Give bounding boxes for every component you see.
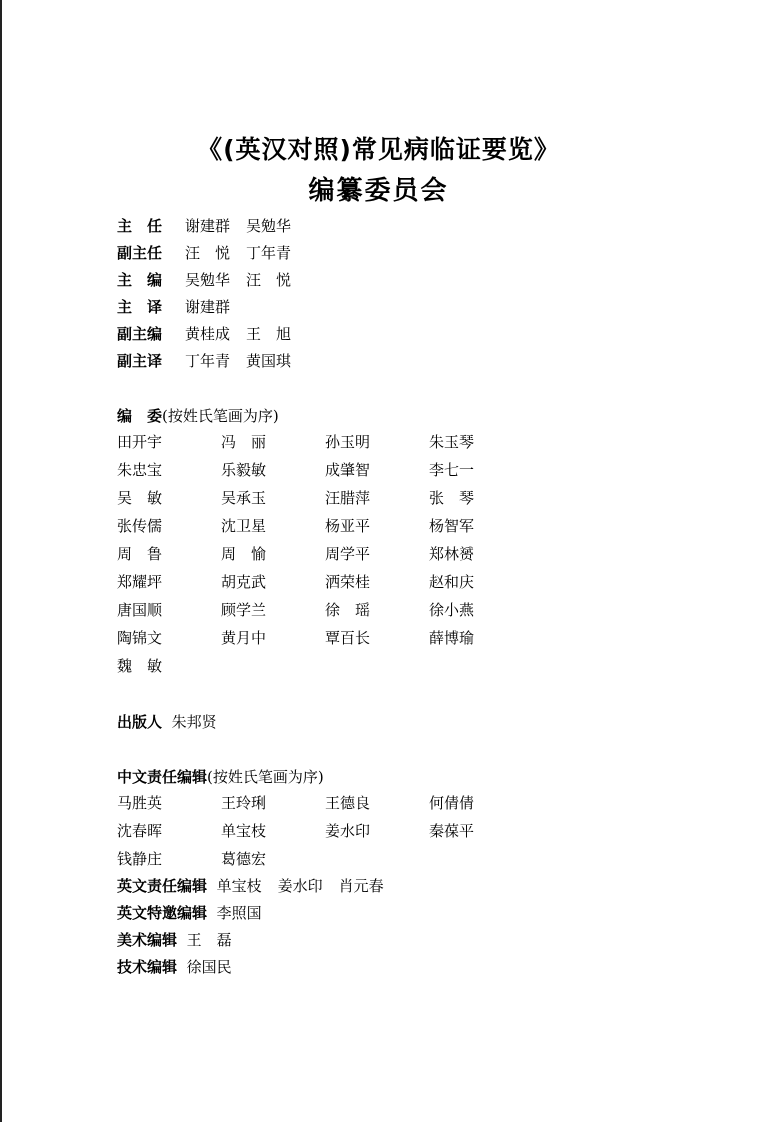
book-title: 《(英汉对照)常见病临证要览》: [197, 135, 560, 164]
credit-name: 姜水印: [277, 877, 323, 895]
role-name: 谢建群: [185, 298, 231, 316]
cn-editor: 马胜英: [117, 794, 163, 812]
committee-member: 吴承玉: [221, 489, 267, 507]
cn-editor: 秦葆平: [429, 822, 475, 840]
role-label: 副主译: [117, 352, 163, 370]
committee-member: 洒荣桂: [325, 573, 371, 591]
role-row: [117, 268, 307, 292]
credit-row: [117, 928, 248, 952]
cn-editor: 何倩倩: [429, 794, 475, 812]
page-edge-line: [0, 0, 2, 1122]
credit-label: 英文特邀编辑: [117, 904, 208, 922]
credit-name: 单宝枝: [216, 877, 262, 895]
committee-member: 周学平: [325, 545, 371, 563]
role-name: 黄国琪: [246, 352, 292, 370]
committee-member: 黄月中: [221, 629, 267, 647]
cn-editor: 王玲琍: [221, 794, 267, 812]
committee-member: 徐小燕: [429, 601, 475, 619]
committee-member: 张传儒: [117, 517, 163, 535]
committee-member: 周 鲁: [117, 545, 163, 563]
committee-member: 陶锦文: [117, 629, 163, 647]
publisher-row: [117, 710, 217, 734]
role-name: 谢建群: [185, 217, 231, 235]
credit-row: [117, 901, 278, 925]
role-name: 吴勉华: [246, 217, 292, 235]
role-row: [117, 322, 307, 346]
committee-member: 冯 丽: [221, 433, 267, 451]
committee-member: 朱忠宝: [117, 461, 163, 479]
committee-member: 徐 瑶: [325, 601, 371, 619]
credit-name: 王 磊: [186, 931, 232, 949]
committee-member: 郑林赟: [429, 545, 475, 563]
role-row: [117, 349, 307, 373]
credit-name: 李照国: [216, 904, 262, 922]
cn-editors-label: 中文责任编辑: [117, 768, 208, 786]
credit-row: [117, 955, 248, 979]
role-name: 丁年青: [185, 352, 231, 370]
cn-editor: 沈春晖: [117, 822, 163, 840]
role-label: 主 编: [117, 271, 163, 289]
cn-editor: 王德良: [325, 794, 371, 812]
committee-member: 覃百长: [325, 629, 371, 647]
committee-member: 胡克武: [221, 573, 267, 591]
role-name: 吴勉华: [185, 271, 231, 289]
cn-editors-header: [117, 765, 324, 789]
cn-editors-note: (按姓氏笔画为序): [207, 768, 324, 786]
committee-member: 田开宇: [117, 433, 163, 451]
role-name: 丁年青: [246, 244, 292, 262]
credit-label: 英文责任编辑: [117, 877, 208, 895]
committee-member: 沈卫星: [221, 517, 267, 535]
committee-member: 周 愉: [221, 545, 267, 563]
credit-name: 徐国民: [186, 958, 232, 976]
credit-name: 肖元春: [338, 877, 384, 895]
cn-editor: 钱静庄: [117, 850, 163, 868]
publisher-name: 朱邦贤: [171, 713, 217, 731]
committee-member: 张 琴: [429, 489, 475, 507]
role-name: 汪 悦: [246, 271, 292, 289]
role-label: 主 任: [117, 217, 163, 235]
committee-member: 成肇智: [325, 461, 371, 479]
cn-editor: 单宝枝: [221, 822, 267, 840]
committee-member: 汪腊萍: [325, 489, 371, 507]
committee-member: 唐国顺: [117, 601, 163, 619]
role-name: 王 旭: [246, 325, 292, 343]
cn-editor: 葛德宏: [221, 850, 267, 868]
committee-member: 郑耀坪: [117, 573, 163, 591]
committee-member: 赵和庆: [429, 573, 475, 591]
committee-member: 乐毅敏: [221, 461, 267, 479]
role-row: [117, 214, 307, 238]
committee-label: 编 委: [117, 407, 163, 425]
committee-member: 李七一: [429, 461, 475, 479]
role-row: [117, 241, 307, 265]
committee-header: [117, 404, 279, 428]
credit-row: [117, 874, 400, 898]
committee-member: 杨亚平: [325, 517, 371, 535]
credit-label: 美术编辑: [117, 931, 178, 949]
committee-heading: 编纂委员会: [308, 176, 449, 206]
committee-member: 魏 敏: [117, 657, 163, 675]
role-row: [117, 295, 246, 319]
committee-note: (按姓氏笔画为序): [162, 407, 279, 425]
role-label: 副主编: [117, 325, 163, 343]
committee-member: 薛博瑜: [429, 629, 475, 647]
role-name: 汪 悦: [185, 244, 231, 262]
committee-member: 孙玉明: [325, 433, 371, 451]
publisher-label: 出版人: [117, 713, 163, 731]
committee-member: 杨智军: [429, 517, 475, 535]
credit-label: 技术编辑: [117, 958, 178, 976]
committee-member: 朱玉琴: [429, 433, 475, 451]
committee-member: 顾学兰: [221, 601, 267, 619]
cn-editor: 姜水印: [325, 822, 371, 840]
role-label: 副主任: [117, 244, 163, 262]
role-label: 主 译: [117, 298, 163, 316]
committee-member: 吴 敏: [117, 489, 163, 507]
role-name: 黄桂成: [185, 325, 231, 343]
